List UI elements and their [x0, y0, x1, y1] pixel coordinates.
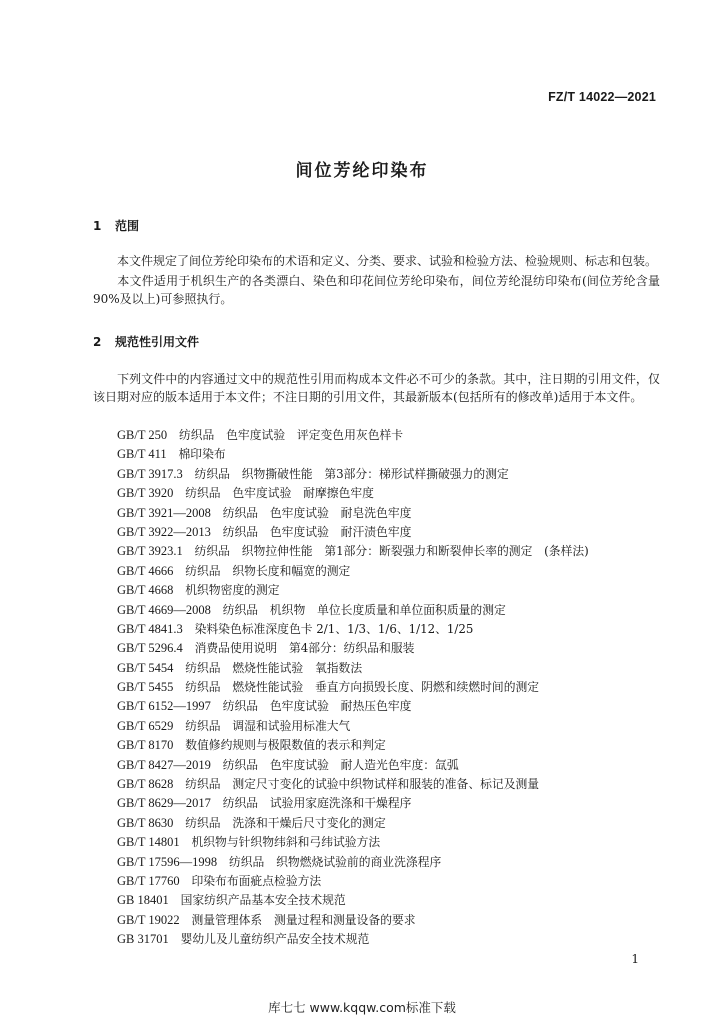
reference-code: GB/T 8630 [117, 815, 174, 830]
section-title: 规范性引用文件 [115, 335, 200, 349]
reference-code: GB/T 3921—2008 [117, 505, 211, 520]
reference-item [117, 756, 677, 775]
reference-code: GB/T 3922—2013 [117, 524, 211, 539]
reference-code: GB/T 4669—2008 [117, 602, 211, 617]
reference-item [117, 911, 677, 930]
reference-code: GB/T 14801 [117, 835, 180, 850]
reference-item [117, 814, 677, 833]
section-heading-normative-references [93, 333, 199, 350]
reference-item [117, 581, 677, 600]
reference-code: GB/T 4668 [117, 583, 174, 598]
reference-code: GB/T 3920 [117, 486, 174, 501]
scope-paragraph-1 [93, 252, 660, 270]
reference-code: GB/T 250 [117, 428, 168, 442]
reference-item [117, 659, 677, 678]
reference-item [117, 736, 677, 755]
reference-title: 纺织品 织物长度和幅宽的测定 [185, 563, 351, 578]
reference-title: 印染布布面疵点检验方法 [191, 873, 322, 888]
reference-title: 纺织品 燃烧性能试验 氧指数法 [185, 660, 363, 675]
reference-title: 婴幼儿及儿童纺织产品安全技术规范 [180, 932, 370, 947]
reference-item [117, 562, 677, 581]
download-watermark: 库七七 www.kqqw.com标准下载 [268, 1000, 456, 1015]
reference-item [117, 794, 677, 813]
section-number: 1 [93, 219, 102, 233]
reference-title: 消费品使用说明 第4部分：纺织品和服装 [194, 641, 415, 656]
document-title: 间位芳纶印染布 [295, 161, 429, 181]
reference-code: GB/T 5454 [117, 660, 174, 675]
reference-title: 纺织品 洗涤和干燥后尺寸变化的测定 [185, 815, 386, 830]
reference-item [117, 930, 677, 949]
reference-code: GB/T 19022 [117, 912, 180, 927]
paragraph-text: 本文件规定了间位芳纶印染布的术语和定义、分类、要求、试验和检验方法、检验规则、标志和包装。 [117, 254, 658, 268]
page-number: 1 [631, 952, 639, 966]
reference-title: 测量管理体系 测量过程和测量设备的要求 [191, 912, 416, 927]
reference-title: 染料染色标准深度色卡 2/1、1/3、1/6、1/12、1/25 [194, 621, 474, 636]
reference-item [117, 426, 677, 445]
reference-item [117, 853, 677, 872]
reference-title: 纺织品 试验用家庭洗涤和干燥程序 [222, 796, 412, 811]
reference-title: 机织物与针织物纬斜和弓纬试验方法 [191, 835, 381, 850]
reference-title: 纺织品 燃烧性能试验 垂直方向损毁长度、阴燃和续燃时间的测定 [185, 680, 540, 695]
scope-paragraph-2 [93, 272, 660, 308]
section-heading-scope [93, 217, 139, 234]
reference-title: 纺织品 色牢度试验 耐汗渍色牢度 [222, 524, 412, 539]
section-title: 范围 [115, 219, 140, 233]
reference-code: GB/T 411 [117, 447, 167, 462]
reference-code: GB/T 8629—2017 [117, 796, 211, 811]
paragraph-text: 本文件适用于机织生产的各类漂白、染色和印花间位芳纶印染布，间位芳纶混纺印染布(间位芳纶含量90%及以上)可参照执行。 [93, 274, 660, 306]
reference-code: GB/T 17760 [117, 873, 180, 888]
reference-title: 纺织品 色牢度试验 耐摩擦色牢度 [185, 486, 374, 501]
reference-code: GB/T 8170 [117, 738, 174, 753]
reference-item [117, 445, 677, 464]
reference-code: GB/T 3917.3 [117, 466, 183, 481]
reference-item [117, 484, 677, 503]
reference-title: 机织物密度的测定 [185, 583, 280, 598]
reference-title: 棉印染布 [178, 447, 226, 462]
reference-code: GB/T 3923.1 [117, 544, 183, 559]
reference-item [117, 872, 677, 891]
reference-item [117, 620, 677, 639]
reference-title: 纺织品 色牢度试验 耐热压色牢度 [222, 699, 412, 714]
reference-code: GB/T 4666 [117, 563, 174, 578]
reference-item [117, 542, 677, 561]
reference-item [117, 465, 677, 484]
reference-title: 纺织品 色牢度试验 耐人造光色牢度：氙弧 [222, 757, 459, 772]
standard-code: FZ/T 14022—2021 [548, 90, 656, 104]
reference-code: GB 31701 [117, 932, 169, 947]
reference-code: GB/T 5455 [117, 680, 174, 695]
section-number: 2 [93, 335, 102, 349]
reference-item [117, 775, 677, 794]
reference-item [117, 891, 677, 910]
reference-code: GB/T 4841.3 [117, 621, 183, 636]
reference-item [117, 639, 677, 658]
reference-title: 纺织品 色牢度试验 评定变色用灰色样卡 [178, 428, 404, 442]
paragraph-text: 下列文件中的内容通过文中的规范性引用而构成本文件必不可少的条款。其中，注日期的引用文件，仅该日期对应的版本适用于本文件；不注日期的引用文件，其最新版本(包括所有的修改单)适用于本文件。 [93, 372, 660, 404]
reference-title: 纺织品 色牢度试验 耐皂洗色牢度 [222, 505, 412, 520]
reference-title: 纺织品 织物燃烧试验前的商业洗涤程序 [228, 854, 442, 869]
reference-code: GB/T 5296.4 [117, 641, 183, 656]
reference-code: GB/T 6152—1997 [117, 699, 211, 714]
reference-title: 纺织品 织物撕破性能 第3部分：梯形试样撕破强力的测定 [194, 466, 509, 481]
reference-item [117, 678, 677, 697]
reference-item [117, 601, 677, 620]
reference-title: 纺织品 调湿和试验用标准大气 [185, 718, 351, 733]
reference-item [117, 717, 677, 736]
reference-item [117, 523, 677, 542]
reference-title: 纺织品 测定尺寸变化的试验中织物试样和服装的准备、标记及测量 [185, 777, 540, 792]
reference-title: 纺织品 织物拉伸性能 第1部分：断裂强力和断裂伸长率的测定 (条样法) [194, 544, 589, 559]
references-intro-paragraph [93, 370, 660, 406]
reference-code: GB/T 8427—2019 [117, 757, 211, 772]
reference-code: GB 18401 [117, 893, 169, 908]
reference-title: 纺织品 机织物 单位长度质量和单位面积质量的测定 [222, 602, 506, 617]
reference-item [117, 697, 677, 716]
reference-title: 数值修约规则与极限数值的表示和判定 [185, 738, 386, 753]
reference-code: GB/T 8628 [117, 777, 174, 792]
reference-list [117, 426, 677, 950]
reference-code: GB/T 17596—1998 [117, 854, 218, 869]
reference-item [117, 504, 677, 523]
reference-title: 国家纺织产品基本安全技术规范 [180, 893, 346, 908]
reference-item [117, 833, 677, 852]
reference-code: GB/T 6529 [117, 718, 174, 733]
